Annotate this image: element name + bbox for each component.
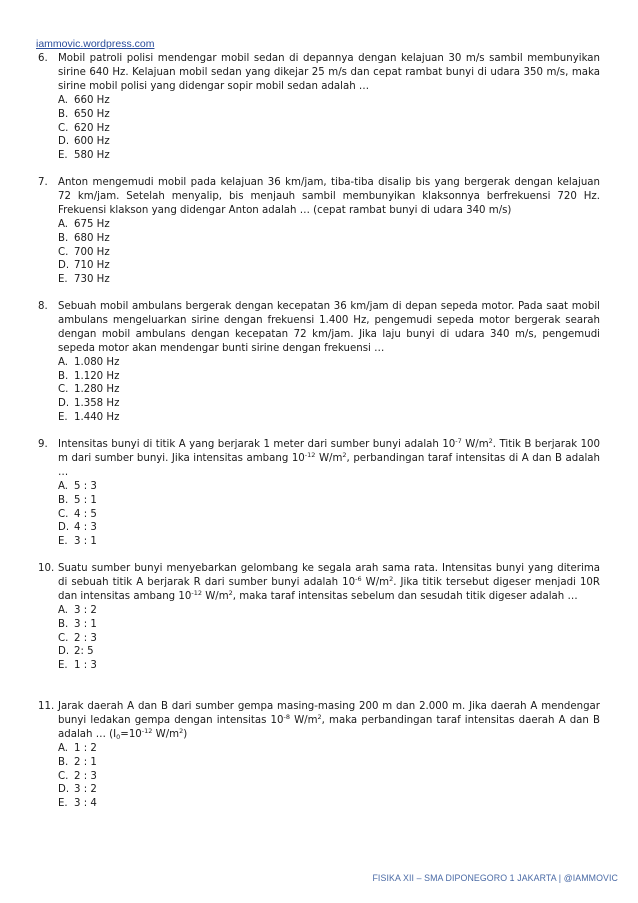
option-c: C. 620 Hz xyxy=(58,122,110,134)
question-10 xyxy=(38,562,600,673)
option-a: A. 3 : 2 xyxy=(58,604,97,616)
options-list xyxy=(58,356,600,426)
option-e: E. 1 : 3 xyxy=(58,660,97,672)
question-text: Mobil patroli polisi mendengar mobil sedan di depannya dengan kelajuan 30 m/s sambil membunyikan sirine 640 Hz. Kelajuan mobil sedan yang dikejar 25 m/s dan cepat rambat bunyi di udara 350 m/s, maka sirine mobil polisi yang didengar sopir mobil sedan adalah … xyxy=(58,53,600,92)
question-number: 11. xyxy=(38,701,55,712)
options-list xyxy=(58,480,600,550)
options-list xyxy=(58,742,600,812)
option-d: D. 3 : 2 xyxy=(58,784,97,796)
option-c: C. 2 : 3 xyxy=(58,770,97,782)
option-c: C. 1.280 Hz xyxy=(58,384,120,396)
page-footer: FISIKA XII – SMA DIPONEGORO 1 JAKARTA | @IAMMOVIC xyxy=(372,873,618,883)
question-text: Sebuah mobil ambulans bergerak dengan kecepatan 36 km/jam di depan sepeda motor. Pada saat mobil ambulans mengeluarkan sirine dengan frekuensi 1.400 Hz, pengemudi sepeda motor bergerak searah dengan mobil ambulans dengan kecepatan 72 km/jam. Jika laju bunyi di udara 340 m/s, pengemudi sepeda motor akan mendengar bunti sirine dengan frekuensi … xyxy=(58,301,600,354)
option-b: B. 650 Hz xyxy=(58,108,110,120)
question-7 xyxy=(38,176,600,287)
option-d: D. 710 Hz xyxy=(58,260,110,272)
option-a: A. 675 Hz xyxy=(58,218,110,230)
option-e: E. 1.440 Hz xyxy=(58,412,120,424)
question-8 xyxy=(38,300,600,425)
header-link[interactable]: iammovic.wordpress.com xyxy=(36,38,155,50)
option-d: D. 1.358 Hz xyxy=(58,398,120,410)
question-number: 9. xyxy=(38,439,48,450)
option-d: D. 2: 5 xyxy=(58,646,94,658)
option-a: A. 5 : 3 xyxy=(58,480,97,492)
question-6 xyxy=(38,52,600,163)
option-b: B. 1.120 Hz xyxy=(58,370,120,382)
option-b: B. 2 : 1 xyxy=(58,756,97,768)
option-b: B. 680 Hz xyxy=(58,232,110,244)
option-a: A. 1 : 2 xyxy=(58,742,97,754)
question-number: 8. xyxy=(38,301,48,312)
option-e: E. 3 : 4 xyxy=(58,798,97,810)
question-11 xyxy=(38,700,600,811)
question-number: 7. xyxy=(38,177,48,188)
option-c: C. 4 : 5 xyxy=(58,508,97,520)
option-a: A. 1.080 Hz xyxy=(58,356,120,368)
question-text: Anton mengemudi mobil pada kelajuan 36 km/jam, tiba-tiba disalip bis yang bergerak dengan kelajuan 72 km/jam. Setelah menyalip, bis menjauh sambil membunyikan klaksonnya berfrekuensi 720 Hz. Frekuensi klakson yang didengar Anton adalah … (cepat rambat bunyi di udara 340 m/s) xyxy=(58,177,600,216)
option-b: B. 5 : 1 xyxy=(58,494,97,506)
option-d: D. 600 Hz xyxy=(58,136,110,148)
options-list xyxy=(58,218,600,288)
question-9 xyxy=(38,438,600,549)
option-b: B. 3 : 1 xyxy=(58,618,97,630)
question-text: Jarak daerah A dan B dari sumber gempa masing-masing 200 m dan 2.000 m. Jika daerah A mendengar bunyi ledakan gempa dengan intensitas $10^{-8}$ $W/m^2$, maka perbandingan taraf intensitas daerah A dan B adalah … ($I_0=10^{-12}$ $W/m^2$) xyxy=(58,701,600,741)
option-c: C. 700 Hz xyxy=(58,246,110,258)
question-number: 6. xyxy=(38,53,48,64)
question-number: 10. xyxy=(38,563,55,574)
option-c: C. 2 : 3 xyxy=(58,632,97,644)
option-a: A. 660 Hz xyxy=(58,94,110,106)
option-e: E. 3 : 1 xyxy=(58,536,97,548)
question-text: Suatu sumber bunyi menyebarkan gelombang ke segala arah sama rata. Intensitas bunyi yang diterima di sebuah titik A berjarak R dari sumber bunyi adalah $10^{-6}$ $W/m^2$. Jika titik tersebut digeser menjadi 10R dan intensitas ambang $10^{-12}$ $W/m^2$, maka taraf intensitas sebelum dan sesudah titik digeser adalah … xyxy=(58,563,600,602)
options-list xyxy=(58,604,600,674)
option-e: E. 730 Hz xyxy=(58,274,110,286)
options-list xyxy=(58,94,600,164)
option-d: D. 4 : 3 xyxy=(58,522,97,534)
question-text: Intensitas bunyi di titik A yang berjarak 1 meter dari sumber bunyi adalah $10^{-7}$ $W/m^2$. Titik B berjarak 100 m dari sumber bunyi. Jika intensitas ambang $10^{-12}$ $W/m^2$, perbandingan taraf intensitas di A dan B adalah … xyxy=(58,437,601,478)
option-e: E. 580 Hz xyxy=(58,150,110,162)
